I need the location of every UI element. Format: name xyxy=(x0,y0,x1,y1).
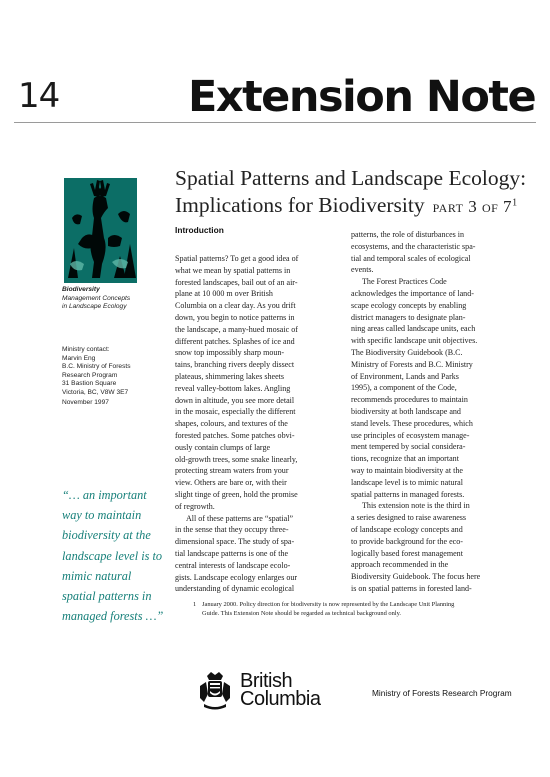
body-line: way to maintain biodiversity at the xyxy=(351,465,463,475)
body-line: to provide background for the eco- xyxy=(351,536,463,546)
stag-forest-logo xyxy=(64,178,137,283)
title-line2-text: Implications for Biodiversity xyxy=(175,193,425,217)
contact-line: B.C. Ministry of Forests xyxy=(62,363,131,371)
body-line: forested landscapes, bail out of an air- xyxy=(175,277,298,287)
body-line: of Environment, Lands and Parks xyxy=(351,371,459,381)
footnote-line: Guide. This Extension Note should be regarded as technical background only. xyxy=(202,609,401,617)
body-line: The Biodiversity Guidebook (B.C. xyxy=(351,347,463,357)
body-line: spatial patterns in managed forests. xyxy=(351,489,465,499)
bc-logo-columbia: Columbia xyxy=(240,688,321,710)
body-line: ously contain clumps of large xyxy=(175,442,271,452)
header-rule xyxy=(14,122,536,123)
body-line: Biodiversity Guidebook. The focus here xyxy=(351,572,481,582)
body-line: logically based forest management xyxy=(351,548,463,558)
body-line: ment tempered by social considera- xyxy=(351,442,466,452)
title-line1: Spatial Patterns and Landscape Ecology: xyxy=(175,166,527,190)
body-line: gists. Landscape ecology enlarges our xyxy=(175,572,298,582)
body-line: acknowledges the importance of land- xyxy=(351,288,474,298)
body-line: events. xyxy=(351,265,374,275)
body-line: central interests of landscape ecolo- xyxy=(175,560,291,570)
body-line: in the mosaic, especially the different xyxy=(175,407,296,417)
body-line: ecosystems, and the characteristic spa- xyxy=(351,241,476,251)
body-line: All of these patterns are “spatial” xyxy=(186,513,294,523)
body-line: ning areas called landscape units, each xyxy=(351,324,476,334)
contact-line: Ministry contact: xyxy=(62,346,110,353)
body-line: a series designed to raise awareness xyxy=(351,513,467,523)
sidebar-topic-sub2: in Landscape Ecology xyxy=(62,303,127,311)
title-part xyxy=(433,197,518,216)
body-line: tions, recognize that an important xyxy=(351,454,459,464)
body-line: district managers to designate plan- xyxy=(351,312,466,322)
quote-line: mimic natural xyxy=(62,568,132,583)
sidebar-topic-title: Biodiversity xyxy=(62,286,100,293)
body-line: what we mean by spatial patterns in xyxy=(175,265,291,275)
footnote-marker: 1 xyxy=(193,601,197,608)
body-line: plateaus, shimmering lakes sheets xyxy=(175,371,285,381)
body-line: tial landscape patterns is one of the xyxy=(175,548,289,558)
contact-line: 31 Bastion Square xyxy=(62,380,117,388)
pull-quote xyxy=(62,485,182,626)
body-column-left xyxy=(175,253,298,595)
body-line: of landscape ecology concepts and xyxy=(351,524,463,534)
body-line: in the sense that they occupy three- xyxy=(175,525,289,535)
body-line: 1995), a component of the Code, xyxy=(351,383,457,393)
body-line: view. Others are bare or, with their xyxy=(175,478,287,488)
body-line: the landscape, a many-hued mosaic of xyxy=(175,324,298,334)
body-line: different patches. Splashes of ice and xyxy=(175,336,295,346)
body-line: tial and temporal scales of ecological xyxy=(351,253,471,263)
sidebar-contact xyxy=(62,346,131,398)
footnote-line: January 2000. Policy direction for biodiversity is now represented by the Landscape Unit Planning xyxy=(202,601,455,608)
contact-line: Marvin Eng xyxy=(62,354,96,362)
contact-line: Victoria, BC, V8W 3E7 xyxy=(62,388,129,396)
series-title: Extension Note xyxy=(188,72,536,122)
body-line: recommends procedures to maintain xyxy=(351,395,468,405)
body-line: use principles of ecosystem manage- xyxy=(351,430,470,440)
footnote xyxy=(194,601,454,618)
body-line: Ministry of Forests and B.C. Ministry xyxy=(351,359,473,369)
title-footnote-ref: 1 xyxy=(512,197,518,209)
quote-line: spatial patterns in xyxy=(62,589,152,604)
quote-line: managed forests …” xyxy=(62,609,164,624)
section-heading: Introduction xyxy=(175,225,224,235)
body-line: is on spatial patterns in forested land- xyxy=(351,583,472,593)
body-line: stand levels. These procedures, which xyxy=(351,418,473,428)
body-line: Columbia on a clear day. As you drift xyxy=(175,301,296,311)
sidebar-topic-sub1: Management Concepts xyxy=(62,294,131,302)
quote-line: “… an important xyxy=(62,488,147,502)
title-part-text: part 3 of 7 xyxy=(432,197,513,216)
body-line: tains, branching rivers deeply dissect xyxy=(175,360,295,370)
ministry-label: Ministry of Forests Research Program xyxy=(372,688,512,698)
body-line: with specific landscape unit objectives. xyxy=(351,336,478,346)
bc-logo-british: British xyxy=(240,670,293,692)
body-line: shapes, colours, and textures of the xyxy=(175,419,288,429)
body-line: forested patches. Some patches obvi- xyxy=(175,430,295,440)
body-line: down in altitude, you see more detail xyxy=(175,395,295,405)
stag-icon xyxy=(64,178,137,283)
body-line: Spatial patterns? To get a good idea of xyxy=(175,254,299,263)
body-line: of regrowth. xyxy=(175,501,215,511)
quote-line: biodiversity at the xyxy=(62,528,151,543)
body-line: biodiversity at both landscape and xyxy=(351,406,461,416)
title-line2 xyxy=(175,193,518,218)
body-line: approach recommended in the xyxy=(351,560,449,570)
body-column-right xyxy=(351,229,480,595)
note-number: 14 xyxy=(18,76,60,116)
body-line: This extension note is the third in xyxy=(362,501,470,511)
body-line: landscape level is to mimic natural xyxy=(351,477,463,487)
body-line: scape ecology concepts by enabling xyxy=(351,300,467,310)
quote-line: landscape level is to xyxy=(62,548,163,563)
bc-coat-of-arms-icon xyxy=(198,672,232,712)
body-line: patterns, the role of disturbances in xyxy=(351,230,465,239)
body-line: slight tinge of green, hold the promise xyxy=(175,489,298,499)
body-line: reveal valley-bottom lakes. Angling xyxy=(175,383,291,393)
body-line: old-growth trees, some snake linearly, xyxy=(175,454,298,464)
body-line: The Forest Practices Code xyxy=(362,277,447,287)
body-line: snow top impossibly sharp moun- xyxy=(175,348,285,358)
body-line: plane at 10 000 m over British xyxy=(175,289,273,299)
contact-line: Research Program xyxy=(62,371,118,379)
body-line: dimensional space. The study of spa- xyxy=(175,537,295,547)
body-line: protecting stream waters from your xyxy=(175,466,289,476)
body-line: understanding of dynamic ecological xyxy=(175,584,295,594)
sidebar-date: November 1997 xyxy=(62,399,109,406)
quote-line: way to maintain xyxy=(62,508,142,523)
sidebar-topic xyxy=(62,286,130,312)
body-line: down, you begin to notice patterns in xyxy=(175,312,295,322)
